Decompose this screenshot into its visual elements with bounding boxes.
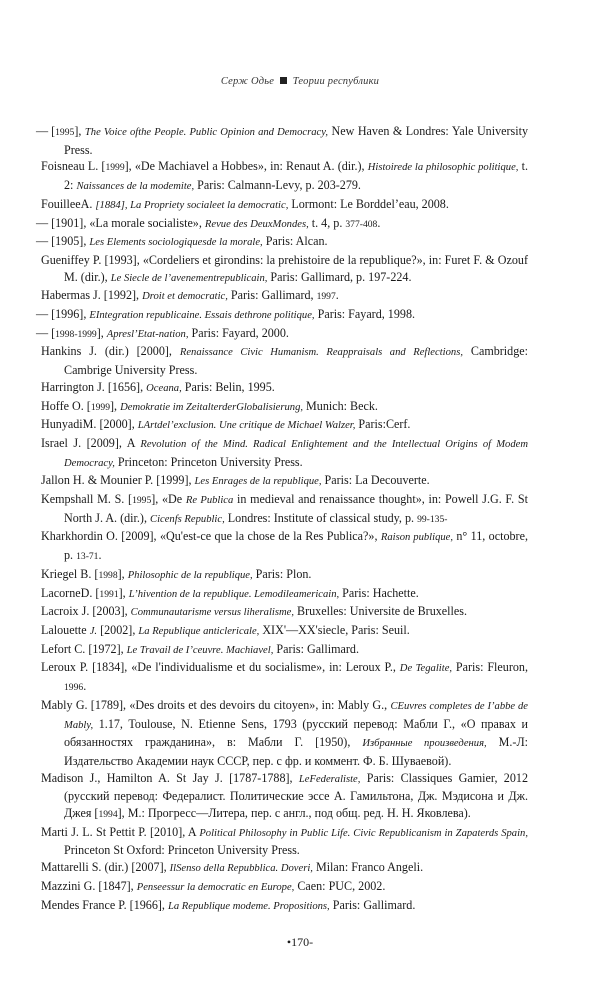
entry-title-italic: Les Enrages de la republique, [194,476,322,488]
entry-text: Israel J. [2009], A [41,435,141,450]
entry-text: Harrington J. [1656], [41,379,147,394]
entry-text: ], [74,124,85,138]
entry-text: Lacroix J. [2003], [41,604,131,619]
entry-title-italic: Избранные произведения, [362,738,487,750]
bibliography-entry [36,325,528,344]
entry-text: Habermas J. [1992], [41,288,143,303]
bibliography-entry [41,252,528,287]
entry-text: Paris: Gallimard, [227,288,317,303]
entry-text: Paris: Gallimard, p. 197-224. [267,269,412,284]
entry-text: XIX'—XX'siecle, Paris: Seuil. [259,622,410,637]
entry-text: ], «De Machiavel a Hobbes», in: Renaut A. (dir.), [124,159,368,174]
entry-text: Hankins J. (dir.) [2000], [41,344,180,359]
bibliography-entry [41,659,528,696]
entry-text: Paris: Fleuron, [452,660,528,675]
entry-title-italic: Demokratie im ZeitalterderGlobalisierung, [120,401,304,413]
entry-text: FouilleeA. [41,196,96,211]
entry-text: in medieval and renaissance thought», in: Powell J.G. F. St North J. A. (dir.), [64,492,528,525]
bibliography-entry [41,379,528,398]
entry-text: 1998 [98,569,118,581]
entry-title-italic: Revue des DeuxMondes, [204,218,309,230]
entry-title-italic: LArtdel’exclusion. Une critique de Michael Walzer, [137,420,356,432]
entry-title-italic: J. [89,625,98,637]
entry-text: Paris:Cerf. [355,417,411,432]
entry-title-italic: EIntegration republicaine. Essais dethrone politique, [89,310,315,322]
entry-text: New Haven & Londres: Yale University Press. [64,124,528,157]
entry-text: 1995 [132,495,152,507]
entry-text: Lefort C. [1972], [41,641,127,656]
entry-title-italic: Apresl’Etat-nation, [106,328,189,340]
entry-text: М.-Л: Издательство Академии наук СССР, пер. с фр. и коммент. Ф. Б. Шуваевой). [64,735,529,768]
entry-text: Paris: La Decouverte. [321,473,430,488]
entry-text: 1995 [55,127,75,138]
bibliography-entry [41,398,528,417]
entry-title-italic: Re Publica [185,495,234,507]
running-header [0,75,600,89]
entry-text: . [377,215,381,230]
entry-text: Lalouette [41,622,90,637]
entry-text: Paris: Gallimard. [329,897,416,912]
bibliography-entry [41,824,528,859]
entry-title-italic: L’hivention de la republique. Lemodileamericain, [128,588,340,600]
entry-text: Hoffe O. [ [41,398,91,413]
entry-title-italic: Raison publique, [380,532,454,544]
entry-text: 1999 [105,162,125,174]
entry-text: Madison J., Hamilton A. St Jay J. [1787-1788], [41,770,299,785]
entry-text: Marti J. L. St Pettit P. [2010], A [41,824,200,839]
entry-title-italic: Penseessur la democratic en Europe, [136,881,295,893]
entry-text: ], М.: Прогресс—Литера, пер. с англ., под общ. ред. Н. Н. Яковлева). [117,806,471,821]
ditto-dash: — [36,215,49,230]
entry-text: 1994 [98,809,118,821]
entry-title-italic: IlSenso della Repubblica. Doveri, [169,863,313,875]
entry-text: Mably G. [1789], «Des droits et des devoirs du citoyen», in: Mably G., [41,697,391,712]
entry-title-italic: [1884], La Propriety socialeet la democratic, [95,199,289,211]
entry-text: Paris: Belin, 1995. [181,379,275,394]
entry-text: 1997 [316,291,336,303]
bibliography-entry [41,472,528,491]
entry-title-italic: CEuvres completes de I’abbe de Mably, [64,700,528,731]
entry-text: Paris: Hachette. [339,585,419,600]
entry-title-italic: De Tegalite, [399,663,453,675]
entry-text: . [98,548,102,563]
entry-text: [1901], «La morale socialiste», [51,215,205,230]
entry-text: [1996], [51,307,90,322]
entry-text: Caen: PUC, 2002. [294,878,386,893]
entry-text: Princeton: Princeton University Press. [114,454,303,469]
entry-text: . [83,679,87,694]
entry-text: ], [118,585,129,600]
entry-text: ], [117,566,128,581]
entry-text: Kharkhordin O. [2009], «Qu'est-ce que la chose de la Res Publica?», [41,529,381,544]
entry-title-italic: Le Travail de I’ceuvre. Machiavel, [126,644,274,656]
entry-title-italic: Naissances de la modemite, [76,181,195,193]
entry-text: Jallon H. & Mounier P. [1999], [41,473,195,488]
bibliography-list [0,123,600,915]
entry-text: 1999 [90,401,111,413]
entry-text: HunyadiM. [2000], [41,417,138,432]
page-number: •170- [286,935,314,950]
bibliography-entry [41,158,529,195]
header-author: Серж Одье [220,76,275,87]
bibliography-entry [41,585,528,604]
bibliography-entry [41,641,528,660]
ditto-dash: — [36,307,49,322]
entry-text: Leroux P. [1834], «De l'individualisme et du socialisme», in: Leroux P., [41,660,400,675]
entry-text: [1905], [51,234,90,249]
entry-title-italic: Droit et democratic, [142,291,228,303]
ditto-dash: — [36,234,49,249]
ditto-dash: — [36,325,49,340]
entry-title-italic: Histoirede la philosophic politique, [367,162,519,174]
entry-text: Cambridge: Cambrige University Press. [64,344,528,378]
bibliography-entry [41,770,528,824]
entry-text: Gueniffey P. [1993], «Cordeliers et girondins: la prehistoire de la republique?», in: Furet F. & Ozouf M. (dir.), [41,252,528,284]
entry-text: Foisneau L. [ [41,159,106,174]
entry-title-italic: Philosophic de la republique, [127,569,253,581]
entry-text: Paris: Fayard, 1998. [314,307,416,322]
header-title: Теории республики [292,76,380,87]
entry-text: [ [51,124,56,138]
bibliography-entry [41,196,528,215]
entry-text: [2002], [97,622,139,637]
entry-text: [ [51,325,56,340]
entry-title-italic: Political Philosophy in Public Life. Civic Republicanism in Zapaterds Spain, [199,827,528,839]
entry-text: t. 2: [64,159,529,193]
entry-text: t. 4, p. [308,215,346,230]
entry-text: Paris: Calmann-Levy, p. 203-279. [194,178,361,193]
entry-text: LacorneD. [ [41,585,100,600]
bibliography-entry [41,897,528,916]
bibliography-entry [41,435,528,472]
bibliography-entry [41,416,528,435]
entry-text: 1.17, Toulouse, N. Etienne Sens, 1793 (русский перевод: Мабли Г., «О правах и обязанностях гражданина», в: Мабли Г. [1950), [64,716,528,750]
entry-text: Paris: Classiques Gamier, 2012 (русский перевод: Федералист. Политические эссе А. Гамильтона, Дж. Мэдисона и Дж. Джея [ [64,770,528,821]
entry-text: Mattarelli S. (dir.) [2007], [41,860,170,875]
entry-title-italic: La Republique modeme. Propositions, [167,900,330,912]
bibliography-entry [36,233,528,252]
entry-text: 99-135- [417,513,448,525]
entry-text: Mendes France P. [1966], [41,897,168,912]
bibliography-entry [41,528,528,565]
bibliography-entry [41,697,529,770]
bibliography-entry [41,566,528,585]
bibliography-entry [36,215,528,234]
ditto-dash: — [36,124,49,138]
entry-text: 13-71 [76,551,99,563]
entry-text: Mazzini G. [1847], [41,878,137,893]
entry-title-italic: LeFederaliste, [298,773,361,785]
entry-text: ], [96,325,107,340]
entry-text: Londres: Institute of classical study, p. [224,510,418,525]
entry-title-italic: La Republique anticlericale, [138,625,260,637]
entry-title-italic: Oceana, [146,382,182,394]
entry-text: 1996 [64,682,84,694]
bibliography-entry [41,859,528,878]
entry-title-italic: Renaissance Civic Humanism. Reappraisals and Reflections, [179,347,463,359]
entry-title-italic: Revolution of the Mind. Radical Enlightement and the Intellectual Origins of Modem Democracy, [64,438,528,469]
entry-text: ], «De [151,492,186,507]
entry-text: . [335,288,339,303]
entry-text: Milan: Franco Angeli. [312,860,424,875]
entry-text: 1991 [99,588,119,600]
entry-title-italic: Communautarisme versus liheralisme, [130,607,294,619]
entry-text: ], [110,398,121,413]
entry-title-italic: The Voice ofthe People. Public Opinion and Democracy, [84,127,328,138]
entry-text: Paris: Gallimard. [273,641,360,656]
bibliography-entry [41,603,528,622]
entry-text: 377-408 [345,218,378,230]
entry-title-italic: Les Elements sociologiquesde la morale, [89,237,263,249]
entry-text: Bruxelles: Universite de Bruxelles. [294,604,467,619]
bibliography-entry [41,287,528,306]
bibliography-entry [36,123,528,158]
bibliography-entry [41,491,528,528]
bibliography-entry [41,878,528,897]
square-separator-icon [280,77,287,84]
entry-title-italic: Cicenfs Republic, [150,513,225,525]
entry-text: Paris: Fayard, 2000. [188,325,289,340]
entry-text: n° 11, octobre, p. [64,529,528,563]
bibliography-entry [36,306,528,325]
entry-text: Kriegel B. [ [41,566,99,581]
bibliography-entry [41,343,528,378]
entry-text: Paris: Plon. [252,566,312,581]
bibliography-entry [41,622,528,641]
entry-text: Lormont: Le Borddel’eau, 2008. [288,196,449,211]
entry-text: Kempshall M. S. [ [41,492,133,507]
entry-text: Munich: Beck. [303,398,378,413]
entry-title-italic: Le Siecle de l’avenementrepublicain, [110,272,268,284]
entry-text: Princeton St Oxford: Princeton University Press. [64,843,300,858]
entry-text: Paris: Alcan. [262,234,328,249]
entry-text: 1998-1999 [55,328,97,340]
